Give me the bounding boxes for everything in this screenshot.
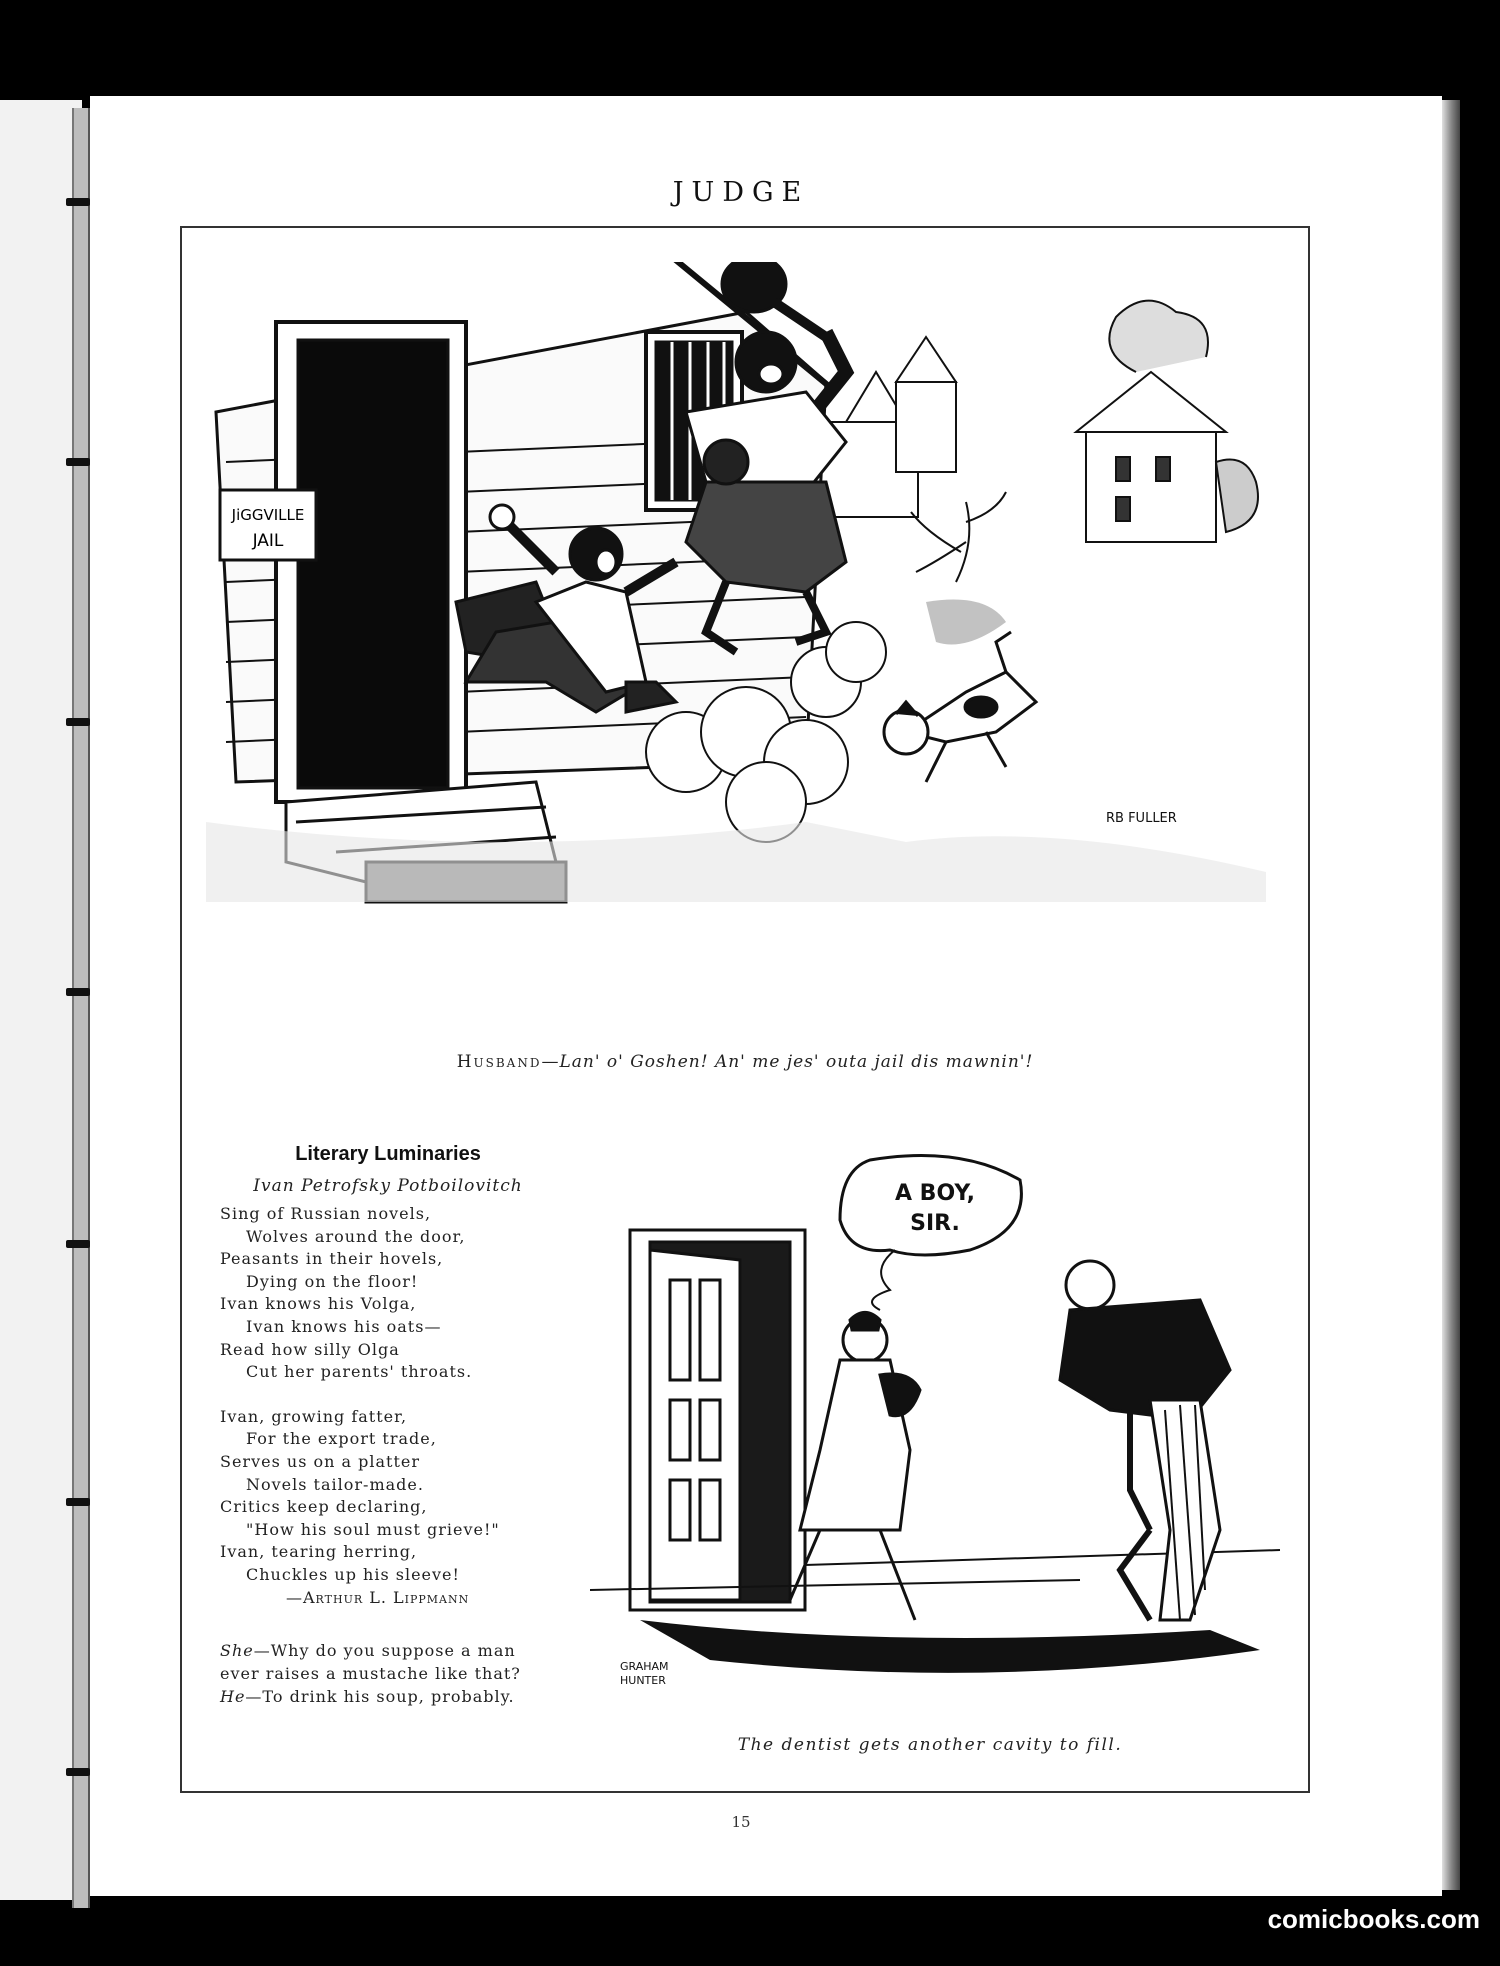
- joke-she-line: —Why do you suppose a man ever raises a mustache like that?: [220, 1641, 521, 1683]
- poem-line: For the export trade,: [246, 1429, 437, 1449]
- artist-signature-hunter-line-2: HUNTER: [620, 1674, 666, 1687]
- speech-balloon: [840, 1156, 1021, 1311]
- poem-line: Read how silly Olga: [220, 1339, 400, 1359]
- poem-line: Critics keep declaring,: [220, 1497, 428, 1517]
- bottom-cartoon-caption: The dentist gets another cavity to fill.: [737, 1735, 1123, 1755]
- jail-sign-line-2: JAIL: [252, 531, 284, 551]
- poem-line: Wolves around the door,: [246, 1226, 466, 1246]
- dentist-cartoon-illustration: [590, 1150, 1290, 1720]
- dentist-figure: [1060, 1261, 1230, 1620]
- poem-body: [220, 1203, 560, 1609]
- poem-title: Literary Luminaries: [295, 1143, 481, 1165]
- binding-stitch: [66, 1240, 90, 1248]
- poem-line: Chuckles up his sleeve!: [246, 1564, 460, 1584]
- artist-signature-fuller: RB FULLER: [1106, 811, 1177, 826]
- stanza-gap: [220, 1384, 560, 1406]
- binding-stitch: [66, 988, 90, 996]
- jail-sign-line-1: JiGGVILLE: [231, 506, 305, 524]
- page-number: 15: [731, 1813, 751, 1831]
- binding-spine: [72, 108, 90, 1908]
- speech-line-2: SIR.: [910, 1211, 960, 1236]
- jail-sign: [220, 490, 316, 560]
- poem-line: Ivan, tearing herring,: [220, 1542, 418, 1562]
- poem-line: Serves us on a platter: [220, 1451, 421, 1471]
- binding-stitch: [66, 1498, 90, 1506]
- poem-line: Sing of Russian novels,: [220, 1204, 432, 1223]
- caption-speech: —Lan' o' Goshen! An' me jes' outa jail dis mawnin'!: [541, 1052, 1034, 1072]
- dog-figure: [884, 632, 1036, 782]
- binding-stitch: [66, 1768, 90, 1776]
- poem-author: —Arthur L. Lippmann: [286, 1587, 470, 1607]
- poem-line: Cut her parents' throats.: [246, 1362, 473, 1382]
- nurse-figure: [790, 1313, 920, 1621]
- poem-line: Peasants in their hovels,: [220, 1249, 444, 1269]
- doorway: [630, 1230, 805, 1610]
- poem-subtitle: Ivan Petrofsky Potboilovitch: [253, 1176, 523, 1196]
- site-watermark: comicbooks.com: [1267, 1904, 1480, 1934]
- joke-she-label: She: [220, 1641, 254, 1660]
- bush-branch: [911, 492, 1006, 582]
- floor-shadow: [640, 1620, 1260, 1673]
- speech-line-1: A BOY,: [894, 1181, 976, 1206]
- joke-he-label: He: [220, 1686, 246, 1706]
- caption-speech-text: Lan' o' Goshen! An' me jes' outa jail dis mawnin'!: [559, 1052, 1034, 1072]
- caption-speaker: Husband: [456, 1052, 542, 1072]
- background-houses: [818, 301, 1258, 542]
- binding-stitch: [66, 718, 90, 726]
- poem-line: "How his soul must grieve!": [246, 1519, 500, 1539]
- mustache-joke: [220, 1640, 560, 1708]
- poem-line: Ivan, growing fatter,: [220, 1406, 408, 1426]
- jail-cartoon-illustration: [206, 262, 1286, 1042]
- binding-stitch: [66, 198, 90, 206]
- poem-line: Ivan knows his oats—: [246, 1316, 442, 1336]
- binding-stitch: [66, 458, 90, 466]
- facing-page-edge: [0, 100, 82, 1900]
- joke-he-line: —To drink his soup, probably.: [245, 1686, 515, 1706]
- running-head: JUDGE: [672, 177, 810, 208]
- poem-line: Novels tailor-made.: [246, 1474, 424, 1494]
- poem-line: Dying on the floor!: [246, 1271, 419, 1291]
- top-cartoon-caption: [180, 1052, 1310, 1072]
- page-stack-edge: [1442, 100, 1460, 1890]
- artist-signature-hunter-line-1: GRAHAM: [620, 1660, 669, 1673]
- poem-line: Ivan knows his Volga,: [220, 1294, 417, 1314]
